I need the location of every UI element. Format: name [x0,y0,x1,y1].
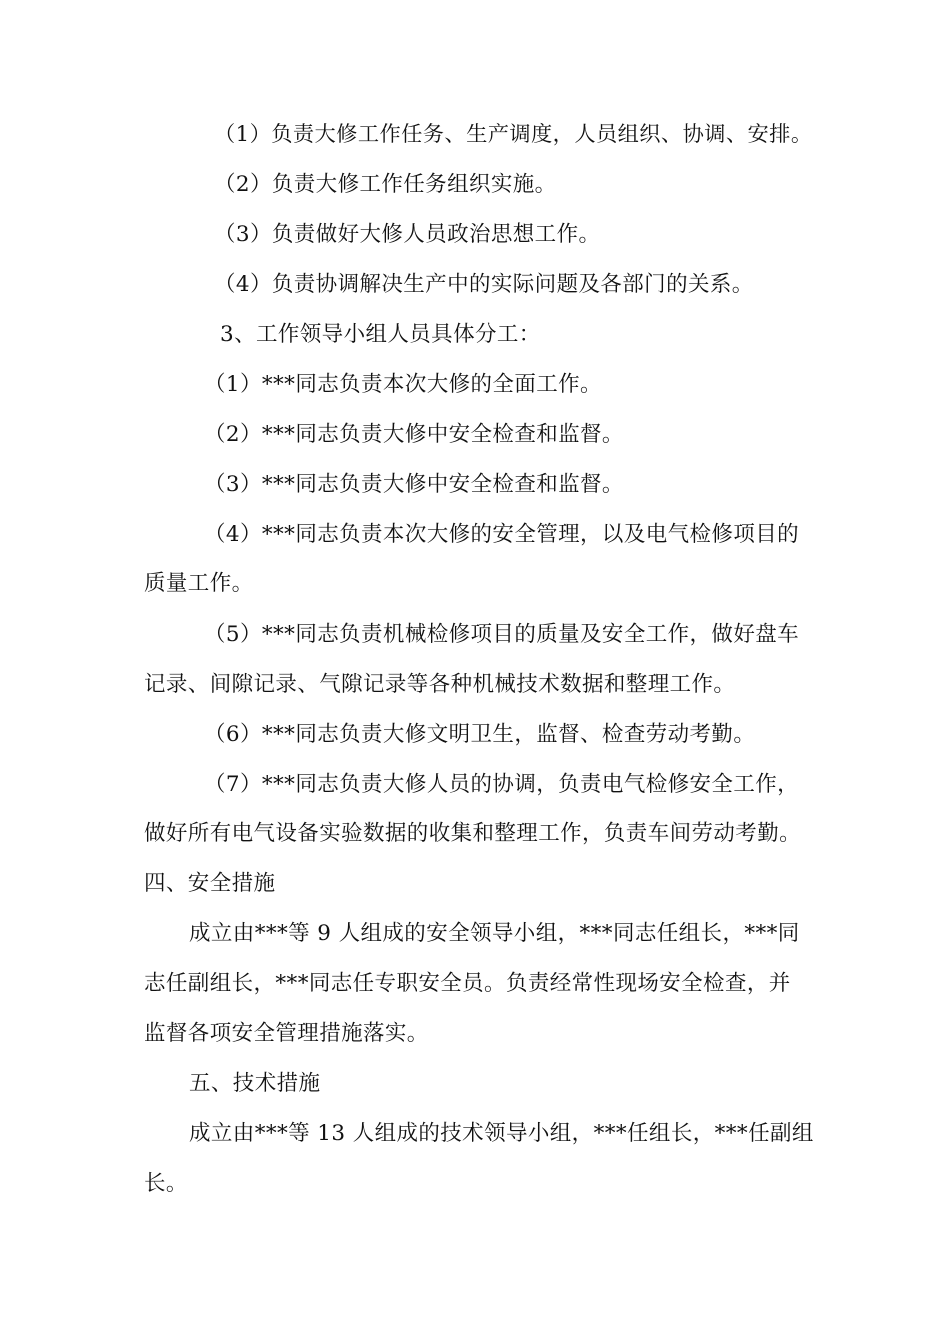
line-22: 长。 [144,1171,188,1196]
line-9: （4）***同志负责本次大修的安全管理，以及电气检修项目的 [204,522,800,547]
line-3: （3）负责做好大修人员政治思想工作。 [214,222,601,247]
line-6: （1）***同志负责本次大修的全面工作。 [204,372,602,397]
line-10: 质量工作。 [144,571,254,596]
line-18: 志任副组长，***同志任专职安全员。负责经常性现场安全检查，并 [144,971,791,996]
line-1: （1）负责大修工作任务、生产调度，人员组织、协调、安排。 [214,122,813,147]
section-heading-technical: 五、技术措施 [189,1071,321,1096]
line-7: （2）***同志负责大修中安全检查和监督。 [204,422,624,447]
line-13: （6）***同志负责大修文明卫生，监督、检查劳动考勤。 [204,722,756,747]
line-19: 监督各项安全管理措施落实。 [144,1021,429,1046]
line-11: （5）***同志负责机械检修项目的质量及安全工作，做好盘车 [204,622,800,647]
line-15: 做好所有电气设备实验数据的收集和整理工作，负责车间劳动考勤。 [144,821,802,846]
line-5: 3、工作领导小组人员具体分工： [220,322,541,347]
line-17: 成立由***等 9 人组成的安全领导小组，***同志任组长，***同 [189,921,800,946]
line-4: （4）负责协调解决生产中的实际问题及各部门的关系。 [214,272,754,297]
line-8: （3）***同志负责大修中安全检查和监督。 [204,472,624,497]
section-heading-safety: 四、安全措施 [144,871,276,896]
line-21: 成立由***等 13 人组成的技术领导小组，***任组长，***任副组 [189,1121,814,1146]
line-12: 记录、间隙记录、气隙记录等各种机械技术数据和整理工作。 [144,672,736,697]
line-2: （2）负责大修工作任务组织实施。 [214,172,557,197]
line-14: （7）***同志负责大修人员的协调，负责电气检修安全工作， [204,772,800,797]
